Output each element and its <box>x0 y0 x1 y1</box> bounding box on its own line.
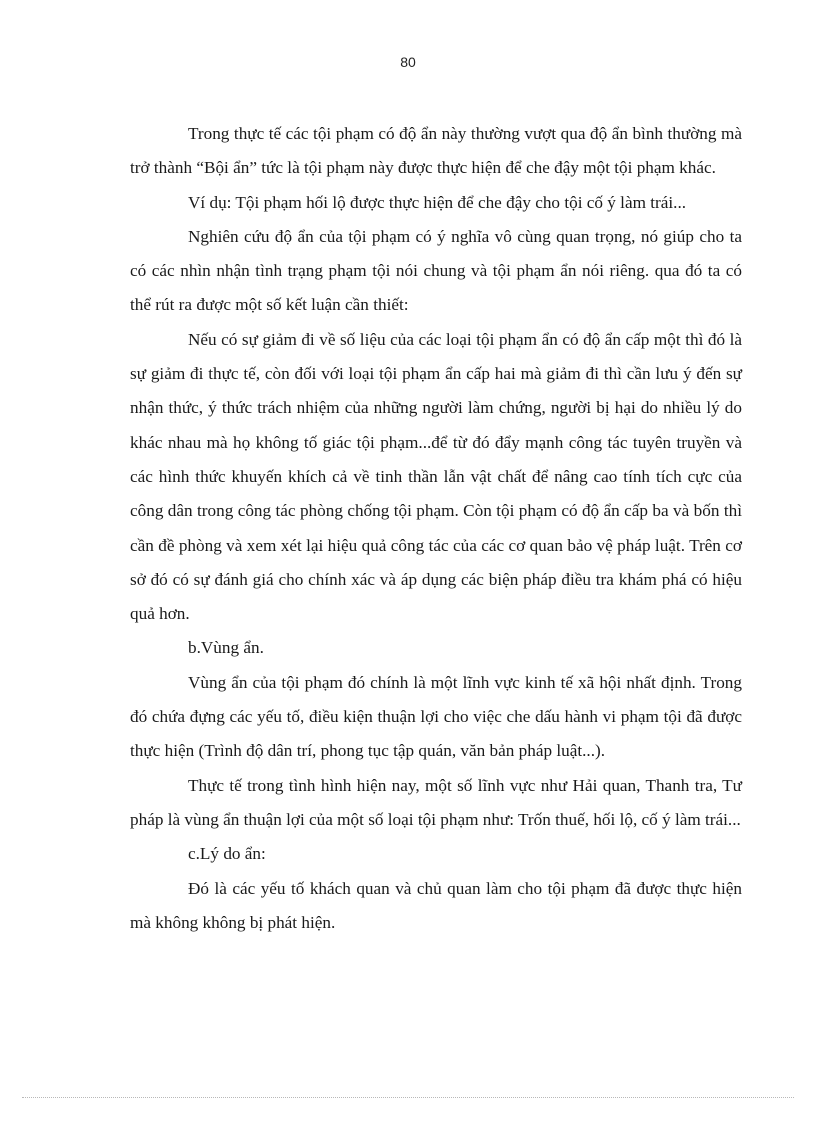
paragraph-hidden-levels: Nếu có sự giảm đi về số liệu của các loại tội phạm ẩn có độ ẩn cấp một thì đó là sự giảm đi thực tế, còn đối với loại tội phạm ẩn cấp hai mà giảm đi thì cần lưu ý đến sự nhận thức, ý thức trách nhiệm của những người làm chứng, người bị hại do nhiều lý do khác nhau mà họ không tố giác tội phạm...để từ đó đẩy mạnh công tác tuyên truyền và các hình thức khuyến khích cả về tinh thần lẫn vật chất để nâng cao tính tích cực của công dân trong công tác phòng chống tội phạm. Còn tội phạm có độ ẩn cấp ba và bốn thì cần đề phòng và xem xét lại hiệu quả công tác của các cơ quan bảo vệ pháp luật. Trên cơ sở đó có sự đánh giá cho chính xác và áp dụng các biện pháp điều tra khám phá có hiệu quả hơn. <box>130 329 742 624</box>
paragraph-hidden-zone-examples: Thực tế trong tình hình hiện nay, một số lĩnh vực như Hải quan, Thanh tra, Tư pháp là vùng ẩn thuận lợi của một số loại tội phạm như: Trốn thuế, hối lộ, cố ý làm trái... <box>130 775 742 829</box>
section-heading-hidden-zone: b.Vùng ẩn. <box>188 638 264 658</box>
paragraph-research-significance: Nghiên cứu độ ẩn của tội phạm có ý nghĩa vô cùng quan trọng, nó giúp cho ta có các nhìn nhận tình trạng phạm tội nói chung và tội phạm ẩn nói riêng. qua đó ta có thể rút ra được một số kết luận cần thiết: <box>130 226 742 315</box>
paragraph-hidden-reasons: Đó là các yếu tố khách quan và chủ quan làm cho tội phạm đã được thực hiện mà không không bị phát hiện. <box>130 878 742 932</box>
body-text <box>130 117 742 940</box>
paragraph-example: Ví dụ: Tội phạm hối lộ được thực hiện để che đậy cho tội cố ý làm trái... <box>188 192 687 212</box>
section-heading-hidden-reasons: c.Lý do ẩn: <box>188 844 266 864</box>
page-number: 80 <box>400 54 416 70</box>
paragraph-hidden-zone-definition: Vùng ẩn của tội phạm đó chính là một lĩnh vực kinh tế xã hội nhất định. Trong đó chứa đựng các yếu tố, điều kiện thuận lợi cho việc che dấu hành vi phạm tội đã được thực hiện (Trình độ dân trí, phong tục tập quán, văn bản pháp luật...). <box>130 672 742 761</box>
footer-divider <box>22 1097 794 1098</box>
paragraph-hidden-crime-overlap: Trong thực tế các tội phạm có độ ẩn này thường vượt qua độ ẩn bình thường mà trở thành “Bội ẩn” tức là tội phạm này được thực hiện để che đậy một tội phạm khác. <box>130 124 742 178</box>
